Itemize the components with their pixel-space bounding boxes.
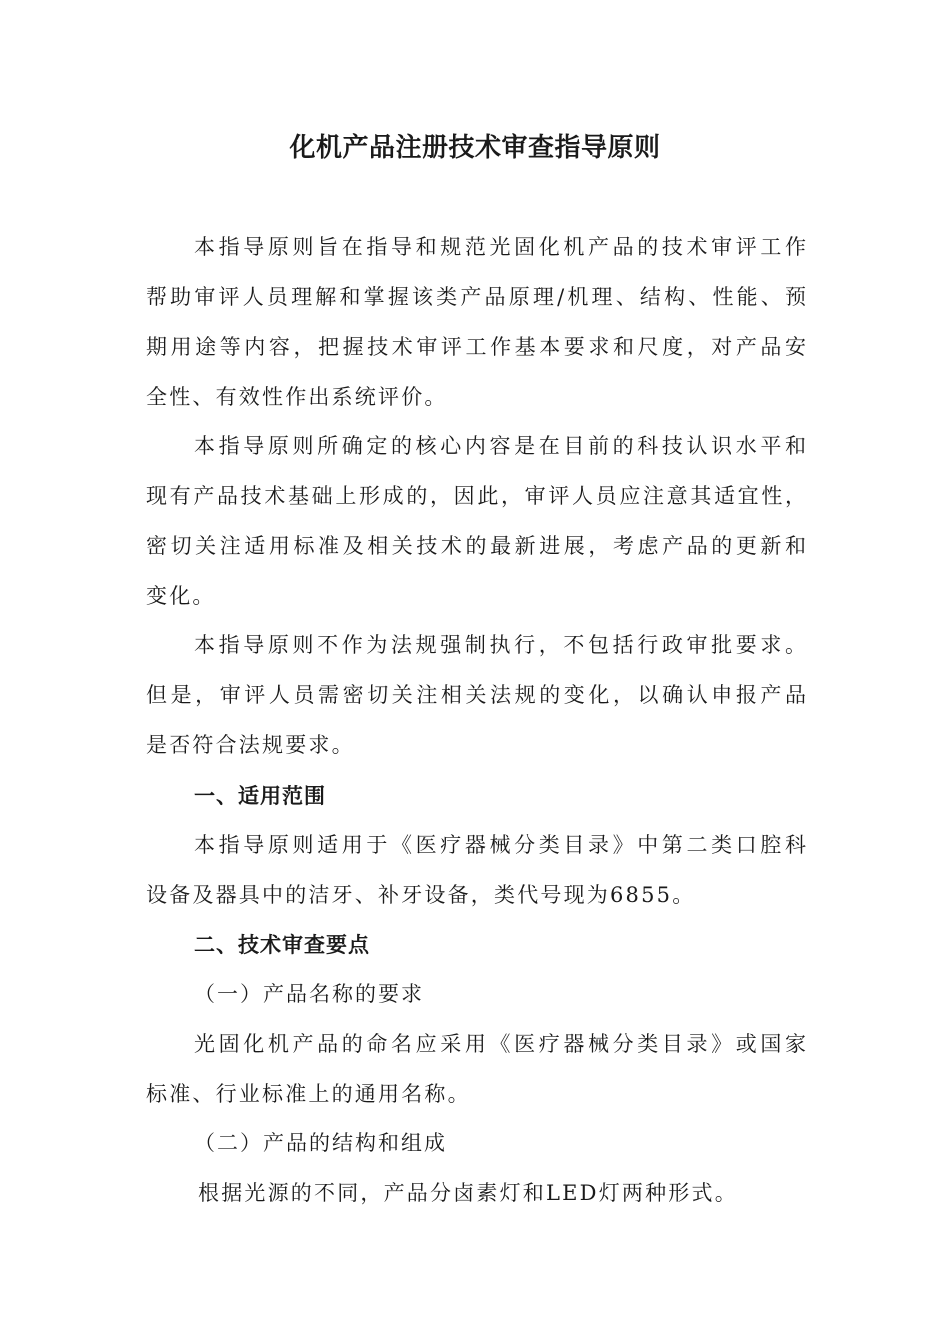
paragraph-3-line-3: 是否符合法规要求。 bbox=[146, 733, 355, 757]
section-1-line-2: 设备及器具中的洁牙、补牙设备，类代号现为6855。 bbox=[146, 883, 696, 907]
paragraph-1-line-1: 本指导原则旨在指导和规范光固化机产品的技术审评工作 bbox=[194, 235, 806, 259]
section-1-heading: 一、适用范围 bbox=[194, 784, 326, 808]
paragraph-1-line-4: 全性、有效性作出系统评价。 bbox=[146, 385, 448, 409]
section-2-sub-1-heading: （一）产品名称的要求 bbox=[194, 982, 424, 1006]
paragraph-1-line-3: 期用途等内容，把握技术审评工作基本要求和尺度，对产品安 bbox=[146, 335, 806, 359]
section-2-sub-2-line-1: 根据光源的不同，产品分卤素灯和LED灯两种形式。 bbox=[198, 1181, 738, 1205]
paragraph-2-line-4: 变化。 bbox=[146, 584, 216, 608]
paragraph-3-line-1: 本指导原则不作为法规强制执行，不包括行政审批要求。 bbox=[194, 633, 806, 657]
section-2-sub-1-line-2: 标准、行业标准上的通用名称。 bbox=[146, 1082, 471, 1106]
paragraph-2-line-1: 本指导原则所确定的核心内容是在目前的科技认识水平和 bbox=[194, 434, 806, 458]
section-2-sub-2-heading: （二）产品的结构和组成 bbox=[194, 1131, 447, 1155]
section-2-sub-1-line-1: 光固化机产品的命名应采用《医疗器械分类目录》或国家 bbox=[194, 1032, 806, 1056]
paragraph-1-line-2: 帮助审评人员理解和掌握该类产品原理/机理、结构、性能、预 bbox=[146, 285, 806, 309]
document-title: 化机产品注册技术审查指导原则 bbox=[289, 133, 661, 163]
section-1-line-1: 本指导原则适用于《医疗器械分类目录》中第二类口腔科 bbox=[194, 833, 806, 857]
paragraph-3-line-2: 但是，审评人员需密切关注相关法规的变化，以确认申报产品 bbox=[146, 683, 806, 707]
section-2-heading: 二、技术审查要点 bbox=[194, 933, 370, 957]
paragraph-2-line-3: 密切关注适用标准及相关技术的最新进展，考虑产品的更新和 bbox=[146, 534, 806, 558]
paragraph-2-line-2: 现有产品技术基础上形成的，因此，审评人员应注意其适宜性， bbox=[146, 484, 806, 508]
